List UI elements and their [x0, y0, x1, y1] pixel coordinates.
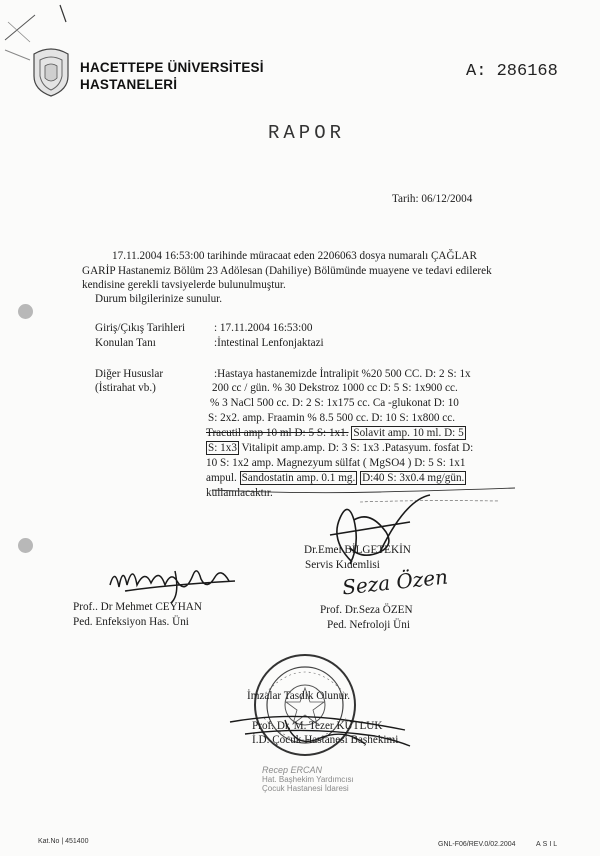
- approval-line-2: Prof. Dr. M. Tezer KUTLUK: [252, 720, 383, 732]
- left-signer-name: Prof.. Dr Mehmet CEYHAN: [73, 601, 202, 613]
- treatment-line-1: :Hastaya hastanemizde İntralipit %20 500 CC. D: 2 S: 1x: [214, 368, 471, 380]
- tracutil-struck: Tracutil amp 10 ml D: 5 S: 1x1.: [206, 427, 349, 439]
- right-signer-title: Ped. Nefroloji Üni: [327, 619, 410, 631]
- service-signature-icon: [290, 490, 440, 570]
- treatment-line-2: 200 cc / gün. % 30 Dekstroz 1000 cc D: 5 S: 1x900 cc.: [212, 382, 458, 394]
- treatment-line-6: [206, 442, 473, 455]
- right-handwritten-signature: Seza Özen: [341, 564, 449, 600]
- intro-line-2: GARİP Hastanemiz Bölüm 23 Adölesan (Dahiliye) Bölümünde muayene ve tedavi edilerek: [82, 265, 492, 277]
- diagnosis-label: Konulan Tanı: [95, 337, 156, 349]
- dose-box: D:40 S: 3x0.4 mg/gün.: [362, 472, 465, 484]
- punch-hole-top: [18, 304, 33, 319]
- vitalipit-text: Vitalipit amp.amp. D: 3 S: 1x3 .Patasyum. fosfat D:: [238, 442, 474, 454]
- treatment-line-3: % 3 NaCl 500 cc. D: 2 S: 1x175 cc. Ca -glukonat D: 10: [210, 397, 459, 409]
- faint-stamp-line2: Hat. Başhekim Yardımcısı: [262, 775, 354, 784]
- left-signer-title: Ped. Enfeksiyon Has. Üni: [73, 616, 189, 628]
- dates-value: : 17.11.2004 16:53:00: [214, 322, 313, 334]
- approval-line-3: İ.D. Çocuk Hastanesi Başhekimi: [252, 734, 399, 746]
- treatment-line-7: 10 S: 1x2 amp. Magnezyum sülfat ( MgSO4 ) D: 5 S: 1x1: [206, 457, 466, 469]
- other-label-2: (İstirahat vb.): [95, 382, 156, 394]
- right-signer-name: Prof. Dr.Seza ÖZEN: [320, 604, 413, 616]
- diagnosis-value: :İntestinal Lenfonjaktazi: [214, 337, 324, 349]
- document-number: A: 286168: [466, 62, 558, 81]
- hospital-logo-icon: [30, 46, 72, 98]
- solavit-box: Solavit amp. 10 ml. D: 5: [353, 427, 464, 439]
- approval-line-1: İmzalar Tasdik Olunur.: [247, 690, 351, 702]
- treatment-line-4: S: 2x2. amp. Fraamin % 8.5 500 cc. D: 10 S: 1x800 cc.: [208, 412, 456, 424]
- faint-stamp-line1: Recep ERCAN: [262, 765, 323, 775]
- service-name: Dr.Emel BİLGETEKİN: [304, 544, 411, 556]
- footer-catalog-number: Kat.No | 451400: [38, 838, 89, 845]
- hospital-name-line1: HACETTEPE ÜNİVERSİTESİ: [80, 60, 264, 75]
- ampul-text: ampul.: [206, 472, 237, 484]
- left-signature-icon: [105, 555, 245, 605]
- other-label-1: Diğer Hususlar: [95, 368, 164, 380]
- report-date: Tarih: 06/12/2004: [392, 193, 473, 205]
- intro-line-4: Durum bilgilerinize sunulur.: [95, 293, 223, 305]
- dates-label: Giriş/Çıkış Tarihleri: [95, 322, 186, 334]
- intro-line-3: kendisine gerekli tavsiyelerde bulunulmuştur.: [82, 279, 286, 291]
- footer-original-mark: ASIL: [536, 841, 560, 848]
- faint-stamp: [262, 766, 354, 793]
- hospital-name: [80, 59, 264, 93]
- hospital-name-line2: HASTANELERİ: [80, 77, 178, 92]
- service-title: Servis Kıdemlisi: [305, 559, 380, 571]
- treatment-line-9: kullanılacaktır.: [206, 487, 273, 499]
- footer-form-code: GNL-F06/REV.0/02.2004: [438, 841, 516, 848]
- approval-signature-icon: [225, 700, 415, 760]
- sandostatin-box: Sandostatin amp. 0.1 mg.: [241, 472, 356, 484]
- faint-stamp-line3: Çocuk Hastanesi İdaresi: [262, 784, 349, 793]
- treatment-line-5: [206, 427, 466, 440]
- s1x3-box: S: 1x3: [208, 442, 237, 454]
- intro-line-1: 17.11.2004 16:53:00 tarihinde müracaat eden 2206063 dosya numaralı ÇAĞLAR: [112, 250, 477, 262]
- report-title: RAPOR: [268, 122, 346, 144]
- punch-hole-bottom: [18, 538, 33, 553]
